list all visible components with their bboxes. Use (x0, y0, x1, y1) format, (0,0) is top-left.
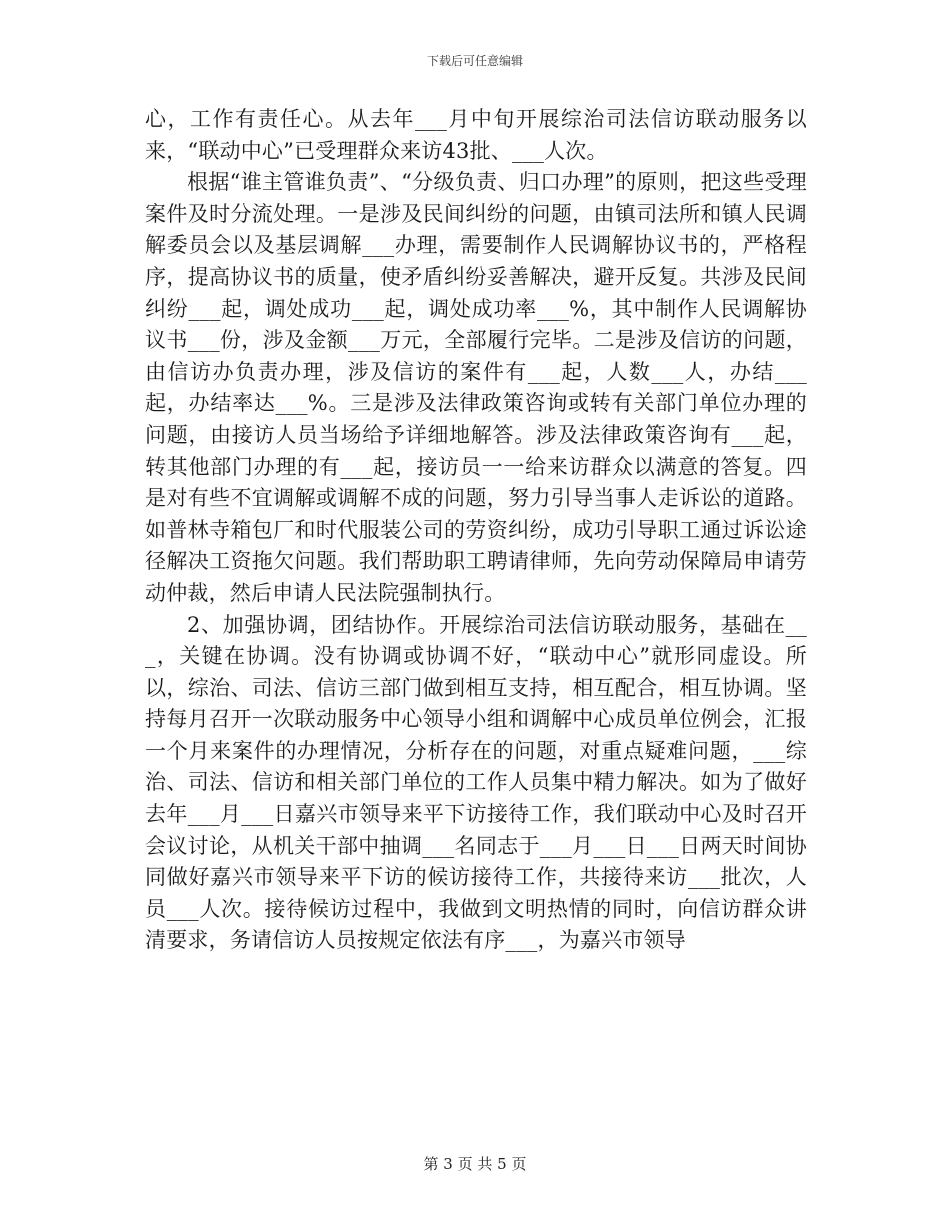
document-body (145, 104, 807, 957)
page-number-footer: 第 3 页 共 5 页 (423, 1155, 527, 1173)
page-header-note: 下载后可任意编辑 (426, 54, 523, 68)
paragraph-continuation: 心，工作有责任心。从去年___月中旬开展综治司法信访联动服务以来，“联动中心”已受理群众来访43批、___人次。 (145, 107, 807, 163)
paragraph-case-handling: 根据“谁主管谁负责”、“分级负责、归口办理”的原则，把这些受理案件及时分流处理。一是涉及民间纠纷的问题，由镇司法所和镇人民调解委员会以及基层调解___办理，需要制作人民调解协议书的，严格程序，提高协议书的质量，使矛盾纠纷妥善解决，避开反复。共涉及民间纠纷___起，调处成功___起，调处成功率___%，其中制作人民调解协议书___份，涉及金额___万元，全部履行完毕。二是涉及信访的问题，由信访办负责办理，涉及信访的案件有___起，人数___人，办结___起，办结率达___%。三是涉及法律政策咨询或转有关部门单位办理的问题，由接访人员当场给予详细地解答。涉及法律政策咨询有___起，转其他部门办理的有___起，接访员一一给来访群众以满意的答复。四是对有些不宜调解或调解不成的问题，努力引导当事人走诉讼的道路。如普林寺箱包厂和时代服装公司的劳资纠纷，成功引导职工通过诉讼途径解决工资拖欠问题。我们帮助职工聘请律师，先向劳动保障局申请劳动仲裁，然后申请人民法院强制执行。 (145, 170, 807, 605)
paragraph-coordination: 2、加强协调，团结协作。开展综治司法信访联动服务，基础在___，关键在协调。没有协调或协调不好，“联动中心”就形同虚设。所以，综治、司法、信访三部门做到相互支持，相互配合，相互协调。坚持每月召开一次联动服务中心领导小组和调解中心成员单位例会，汇报一个月来案件的办理情况，分析存在的问题，对重点疑难问题，___综治、司法、信访和相关部门单位的工作人员集中精力解决。如为了做好去年___月___日嘉兴市领导来平下访接待工作，我们联动中心及时召开会议讨论，从机关干部中抽调___名同志于___月___日___日两天时间协同做好嘉兴市领导来平下访的候访接待工作，共接待来访___批次，人员___人次。接待候访过程中，我做到文明热情的同时，向信访群众讲清要求，务请信访人员按规定依法有序___，为嘉兴市领导 (145, 612, 807, 953)
